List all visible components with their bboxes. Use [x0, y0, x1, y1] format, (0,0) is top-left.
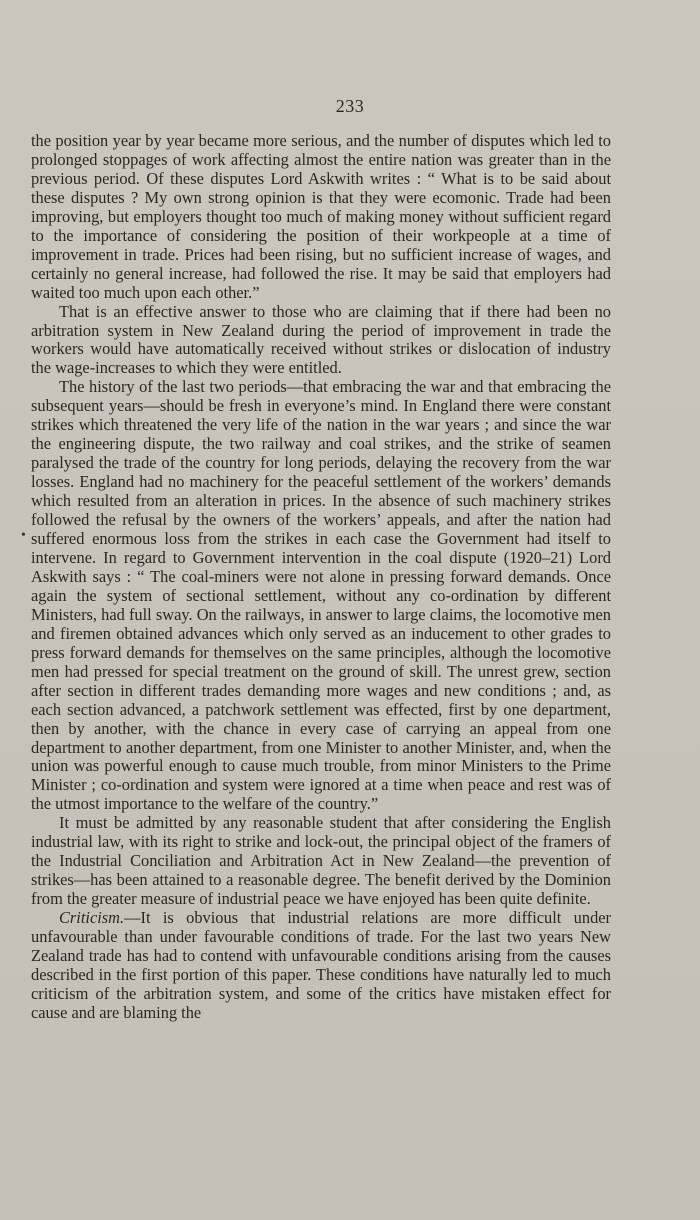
page-number: 233: [335, 96, 365, 116]
margin-mark: •: [21, 528, 26, 543]
paragraph-4: [31, 814, 611, 909]
paragraph-3: [31, 378, 611, 814]
body-text: [31, 132, 611, 1023]
paragraph-3-text: The history of the last two periods—that embracing the war and that embracing the subsequent years—should be fresh in everyone’s mind. In England there were constant strikes which threatened the very life of the nation in the war years ; and since the war the engineering dispute, the two railway and coal strikes, and the strike of seamen paralysed the trade of the country for long periods, delaying the recovery from the war losses. England had no machinery for the peaceful settlement of the workers’ demands which resulted from an alteration in prices. In the absence of such machinery strikes followed the refusal by the owners of the workers’ appeals, and after the nation had suffered enormous loss from the strikes in each case the Government had itself to intervene. In regard to Government intervention in the coal dispute (1920–21) Lord Askwith says : “ The coal-miners were not alone in pressing forward demands. Once again the system of sectional settlement, without any co-ordination by different Ministers, had full sway. On the railways, in answer to large claims, the locomotive men and firemen obtained advances which only served as an inducement to other grades to press forward demands for themselves on the same principles, although the locomotive men had pressed for special treatment on the ground of skill. The unrest grew, section after section in different trades demanding more wages and new conditions ; and, as each section advanced, a patchwork settlement was effected, first by one department, then by another, with the chance in every case of carrying an appeal from one department to another department, from one Minister to another Minister, and, when the union was powerful enough to cause much trouble, from minor Ministers to the Prime Minister ; co-ordination and system were ignored at a time when peace and rest was of the utmost importance to the welfare of the country.”: [31, 377, 611, 814]
paragraph-1-text: the position year by year became more serious, and the number of disputes which led to prolonged stoppages of work affecting almost the entire nation was greater than in the previous period. Of these disputes Lord Askwith writes : “ What is to be said about these disputes ? My own strong opinion is that they were ecomonic. Trade had been improving, but employers thought too much of making money without sufficient regard to the importance of considering the position of their workpeople at a time of improvement in trade. Prices had been rising, but no sufficient increase of wages, and certainly no general increase, had followed the rise. It may be said that employers had waited too much upon each other.”: [31, 131, 611, 302]
paragraph-1: [31, 132, 611, 303]
paragraph-4-text: It must be admitted by any reasonable student that after considering the English industrial law, with its right to strike and lock-out, the principal object of the framers of the Industrial Conciliation and Arbitration Act in New Zealand—the prevention of strikes—has been attained to a reasonable degree. The benefit derived by the Dominion from the greater measure of industrial peace we have enjoyed has been quite definite.: [31, 813, 611, 909]
paragraph-5: [31, 909, 611, 1023]
paragraph-2-text: That is an effective answer to those who are claiming that if there had been no arbitration system in New Zealand during the period of improvement in trade the workers would have automatically received without strikes or dislocation of industry the wage-increases to which they were entitled.: [31, 301, 611, 378]
criticism-heading: Criticism.: [59, 908, 125, 928]
paragraph-5-text: —It is obvious that industrial relations are more difficult under unfavourable than under favourable conditions of trade. For the last two years New Zealand trade has had to contend with unfavourable conditions arising from the causes described in the first portion of this paper. These conditions have naturally led to much criticism of the arbitration system, and some of the critics have mistaken effect for cause and are blaming the: [31, 908, 611, 1022]
paragraph-2: [31, 303, 611, 379]
